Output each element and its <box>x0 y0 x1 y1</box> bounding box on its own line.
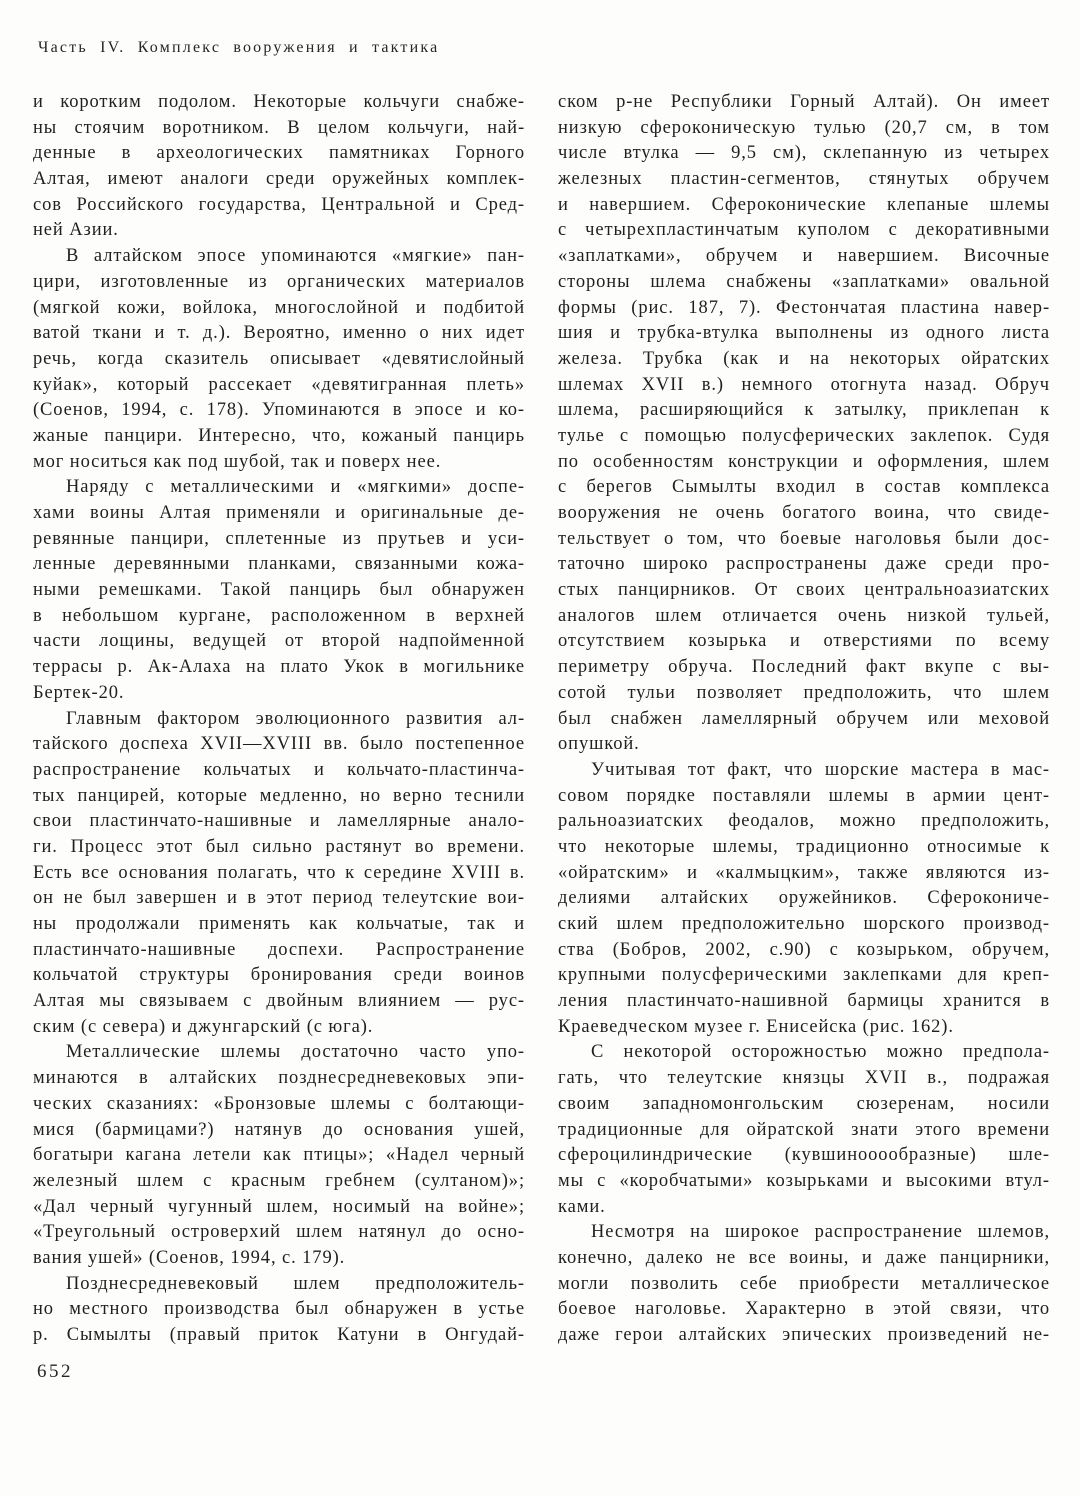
text-line: железа. Трубка (как и на некоторых ойратских <box>558 348 1050 369</box>
text-line: периметру обруча. Последний факт вкупе с вы- <box>558 657 1050 678</box>
text-line: сфероцилиндрические (кувшинооообразные) шле- <box>558 1145 1050 1166</box>
text-line: крупными полусферическими заклепками для креп- <box>558 965 1050 986</box>
text-line: Наряду с металлическими и «мягкими» доспе- <box>66 477 525 498</box>
text-line: делиями алтайских оружейников. Сферокониче- <box>558 888 1050 909</box>
text-line: и коротким подолом. Некоторые кольчуги снабже- <box>33 92 525 112</box>
text-line: пластинчато-нашивные доспехи. Распространение <box>33 939 525 960</box>
page-number: 652 <box>37 1361 73 1382</box>
text-line: свои пластинчато-нашивные и ламеллярные анало- <box>33 811 525 832</box>
text-line: речь, когда сказитель описывает «девятислойный <box>33 348 525 369</box>
text-line: своим западномонгольским сюзеренам, носили <box>558 1093 1050 1114</box>
text-line: опушкой. <box>558 734 640 755</box>
text-line: шия и трубка-втулка выполнены из одного листа <box>558 323 1050 344</box>
paragraph <box>33 90 525 244</box>
paragraph <box>558 1220 1050 1348</box>
text-line: железных пластин-сегментов, стянутых обручем <box>558 169 1050 190</box>
text-line: «Дал черный чугунный шлем, носимый на войне»; <box>33 1196 525 1217</box>
text-line: Бертек-20. <box>33 682 125 703</box>
text-line: Позднесредневековый шлем предположитель- <box>66 1273 525 1294</box>
text-line: ства (Бобров, 2002, с.90) с козырьком, обручем, <box>558 939 1050 960</box>
text-line: ревянные панцири, сплетенные из прутьев и уси- <box>33 528 525 549</box>
text-line: тых панцирей, которые медленно, но верно теснили <box>33 785 525 806</box>
text-line: гать, что телеутские князцы XVII в., подражая <box>558 1068 1050 1089</box>
text-line: стороны шлема снабжены «заплатками» овальной <box>558 271 1050 292</box>
text-line: р. Сымылты (правый приток Катуни в Онгудай- <box>33 1325 525 1345</box>
text-line: с четырехпластинчатым куполом с декоративными <box>558 220 1050 241</box>
text-line: отсутствием козырька и отверстиями по всему <box>558 631 1050 652</box>
text-line: конечно, далеко не все воины, и даже панцирники, <box>558 1247 1050 1268</box>
text-line: ны стоячим воротником. В целом кольчуги, най- <box>33 117 525 138</box>
text-line: части лощины, ведущей от второй надпойменной <box>33 631 525 652</box>
text-line: но местного производства был обнаружен в устье <box>33 1299 525 1320</box>
text-line: В алтайском эпосе упоминаются «мягкие» пан- <box>66 246 525 267</box>
text-line: (Соенов, 1994, с. 178). Упоминаются в эпосе и ко- <box>33 400 525 421</box>
text-columns <box>33 90 1050 1349</box>
text-line: Краеведческом музее г. Енисейска (рис. 162). <box>558 1016 954 1037</box>
text-line: даже герои алтайских эпических произведений не- <box>558 1325 1050 1345</box>
text-line: ления пластинчато-нашивной бармицы хранится в <box>558 991 1050 1012</box>
text-line: ленные деревянными планками, связанными кожа- <box>33 554 525 575</box>
column-right <box>558 90 1050 1349</box>
text-line: сотой тульи позволяет предположить, что шлем <box>558 682 1050 703</box>
paragraph <box>33 1272 525 1349</box>
text-line: шлема, расширяющийся к затылку, приклепан к <box>558 400 1050 421</box>
paragraph <box>33 244 525 475</box>
text-line: аналогов шлем отличается очень низкой тульей, <box>558 605 1050 626</box>
text-line: стых панцирников. От своих центральноазиатских <box>558 580 1050 601</box>
text-line: мися (бармицами?) натянув до основания ушей, <box>33 1119 525 1140</box>
text-line: он не был завершен и в этот период телеутские вои- <box>33 888 525 909</box>
text-line: «Треугольный островерхий шлем натянул до осно- <box>33 1222 525 1243</box>
text-line: ками. <box>558 1196 606 1217</box>
text-line: Алтая, имеют аналоги среди оружейных комплек- <box>33 169 525 190</box>
text-line: С некоторой осторожностью можно предпола- <box>591 1042 1050 1063</box>
text-line: ней Азии. <box>33 220 119 241</box>
text-line: вания ушей» (Соенов, 1994, с. 179). <box>33 1247 346 1268</box>
text-line: ральноазиатских феодалов, можно предположить, <box>558 811 1050 832</box>
text-line: ском р-не Республики Горный Алтай). Он имеет <box>558 92 1050 112</box>
paragraph <box>558 758 1050 1041</box>
text-line: таточно широко распространены даже среди про- <box>558 554 1050 575</box>
text-line: Есть все основания полагать, что к середине XVIII в. <box>33 862 525 883</box>
text-line: жаные панцири. Интересно, что, кожаный панцирь <box>33 425 525 446</box>
text-line: ными ремешками. Такой панцирь был обнаружен <box>33 580 525 601</box>
text-line: железный шлем с красным гребнем (султаном)»; <box>33 1170 525 1191</box>
column-left <box>33 90 525 1349</box>
text-line: был снабжен ламеллярный обручем или меховой <box>558 708 1050 729</box>
text-line: «ойратским» и «калмыцким», также являются из- <box>558 862 1050 883</box>
text-line: вооружения не очень богатого воина, что свиде- <box>558 503 1050 523</box>
text-line: числе втулка — 9,5 см), склепанную из четырех <box>558 143 1050 164</box>
text-line: распространение кольчатых и кольчато-пластинча- <box>33 759 525 780</box>
text-line: мог носиться как под шубой, так и поверх нее. <box>33 451 442 472</box>
text-line: тайского доспеха XVII—XVIII вв. было постепенное <box>33 734 525 755</box>
paragraph <box>558 90 1050 758</box>
text-line: ватой ткани и т. д.). Вероятно, именно о них идет <box>33 323 525 344</box>
paragraph <box>33 707 525 1041</box>
text-line: совом порядке поставляли шлемы в армии цент- <box>558 785 1050 806</box>
text-line: по особенностям конструкции и оформления, шлем <box>558 451 1050 472</box>
text-line: Металлические шлемы достаточно часто упо- <box>66 1042 525 1063</box>
text-line: что некоторые шлемы, традиционно относимые к <box>558 836 1050 857</box>
text-line: низкую сфероконическую тулью (20,7 см, в том <box>558 117 1050 138</box>
paragraph <box>33 475 525 706</box>
paragraph <box>558 1040 1050 1220</box>
text-line: ги. Процесс этот был сильно растянут во времени. <box>33 836 525 857</box>
text-line: и навершием. Сфероконические клепаные шлемы <box>558 194 1050 215</box>
text-line: ским (с севера) и джунгарский (с юга). <box>33 1016 374 1037</box>
running-header: Часть IV. Комплекс вооружения и тактика <box>38 39 440 56</box>
text-line: цири, изготовленные из органических материалов <box>33 271 525 292</box>
text-line: богатыри кагана летели как птицы»; «Надел черный <box>33 1145 525 1166</box>
text-line: минаются в алтайских позднесредневековых эпи- <box>33 1068 525 1089</box>
text-line: куйак», который рассекает «девятигранная плеть» <box>33 374 525 395</box>
text-line: кольчатой структуры бронирования среди воинов <box>33 965 525 986</box>
text-line: мы с «коробчатыми» козырьками и высокими втул- <box>558 1170 1050 1191</box>
paragraph <box>33 1040 525 1271</box>
text-line: боевое наголовье. Характерно в этой связи, что <box>558 1299 1050 1320</box>
text-line: «заплатками», обручем и навершием. Височные <box>558 246 1050 267</box>
text-line: ский шлем предположительно шорского производ- <box>558 914 1050 934</box>
text-line: хами воины Алтая применяли и оригинальные де- <box>33 503 525 523</box>
text-line: террасы р. Ак-Алаха на плато Укок в могильнике <box>33 657 525 678</box>
text-line: формы (рис. 187, 7). Фестончатая пластина навер- <box>558 297 1050 318</box>
text-line: тельствует о том, что боевые наголовья были дос- <box>558 528 1050 549</box>
text-line: шлемах XVII в.) немного отогнута назад. Обруч <box>558 374 1050 395</box>
text-line: ческих сказаниях: «Бронзовые шлемы с болтающи- <box>33 1093 525 1114</box>
text-line: могли позволить себе приобрести металлическое <box>558 1273 1050 1294</box>
text-line: с берегов Сымылты входил в состав комплекса <box>558 477 1050 498</box>
text-line: ны продолжали применять как кольчатые, так и <box>33 914 525 934</box>
text-line: тулье с помощью полусферических заклепок. Судя <box>558 425 1050 446</box>
text-line: Учитывая тот факт, что шорские мастера в мас- <box>591 759 1050 780</box>
text-line: традиционные для ойратской знати этого времени <box>558 1119 1050 1140</box>
text-line: Алтая мы связываем с двойным влиянием — рус- <box>33 991 525 1012</box>
text-line: сов Российского государства, Центральной и Сред- <box>33 194 525 215</box>
text-line: Главным фактором эволюционного развития ал- <box>66 708 525 729</box>
text-line: Несмотря на широкое распространение шлемов, <box>591 1222 1050 1243</box>
text-line: в небольшом кургане, расположенном в верхней <box>33 605 525 626</box>
text-line: денные в археологических памятниках Горного <box>33 143 525 164</box>
text-line: (мягкой кожи, войлока, многослойной и подбитой <box>33 297 525 318</box>
